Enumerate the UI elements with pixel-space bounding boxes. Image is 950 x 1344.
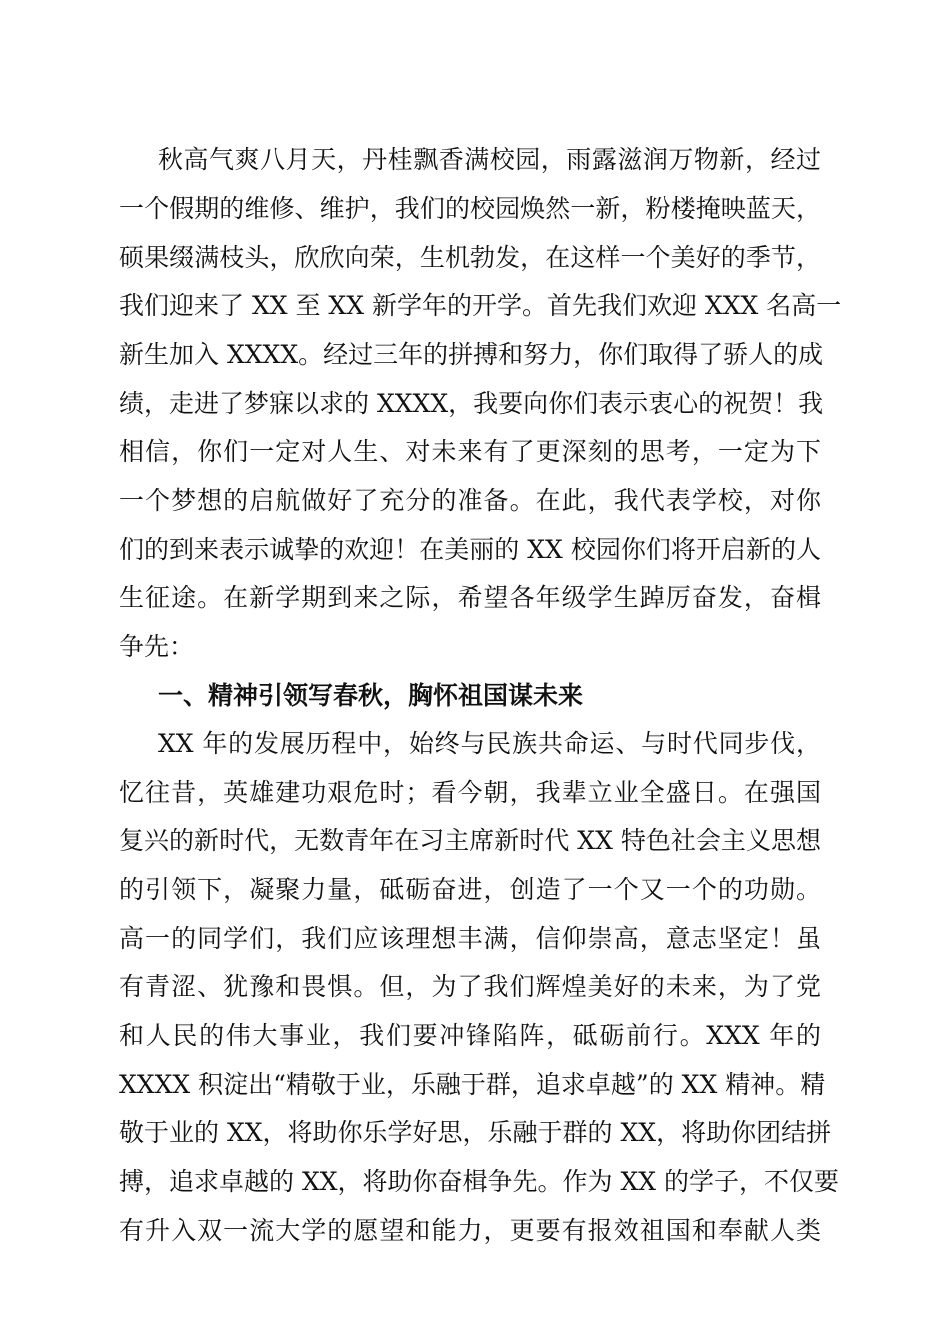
paragraph-1-line-10: 生征途。在新学期到来之际，希望各年级学生踔厉奋发，奋楫	[119, 583, 821, 612]
paragraph-1-line-4: 我们迎来了 XX 至 XX 新学年的开学。首先我们欢迎 XXX 名高一	[119, 291, 842, 320]
paragraph-2-line-7: 和人民的伟大事业，我们要冲锋陷阵，砥砺前行。XXX 年的	[119, 1021, 821, 1050]
paragraph-2-line-10: 搏，追求卓越的 XX，将助你奋楫争先。作为 XX 的学子，不仅要	[119, 1167, 840, 1196]
paragraph-2-line-5: 高一的同学们，我们应该理想丰满，信仰崇高，意志坚定！虽	[119, 924, 821, 953]
paragraph-1-line-5: 新生加入 XXXX。经过三年的拼搏和努力，你们取得了骄人的成	[119, 340, 824, 369]
paragraph-1-line-11: 争先：	[119, 632, 195, 661]
section-heading-1: 一、精神引领写春秋，胸怀祖国谋未来	[158, 681, 584, 710]
paragraph-2-line-11: 有升入双一流大学的愿望和能力，更要有报效祖国和奉献人类	[119, 1216, 821, 1245]
paragraph-2-line-2: 忆往昔，英雄建功艰危时；看今朝，我辈立业全盛日。在强国	[119, 778, 821, 807]
paragraph-2-line-3: 复兴的新时代，无数青年在习主席新时代 XX 特色社会主义思想	[119, 826, 821, 855]
paragraph-1-line-9: 们的到来表示诚挚的欢迎！在美丽的 XX 校园你们将开启新的人	[119, 535, 821, 564]
paragraph-1-line-6: 绩，走进了梦寐以求的 XXXX，我要向你们表示衷心的祝贺！我	[119, 389, 824, 418]
paragraph-1-line-3: 硕果缀满枝头，欣欣向荣，生机勃发，在这样一个美好的季节，	[119, 243, 821, 272]
paragraph-1-line-2: 一个假期的维修、维护，我们的校园焕然一新，粉楼掩映蓝天，	[119, 194, 821, 223]
paragraph-2-line-4: 的引领下，凝聚力量，砥砺奋进，创造了一个又一个的功勋。	[119, 875, 821, 904]
paragraph-1-line-1: 秋高气爽八月天，丹桂飘香满校园，雨露滋润万物新，经过	[158, 145, 821, 174]
paragraph-2-line-9: 敬于业的 XX，将助你乐学好思，乐融于群的 XX，将助你团结拼	[119, 1118, 832, 1147]
paragraph-1-line-7: 相信，你们一定对人生、对未来有了更深刻的思考，一定为下	[119, 437, 821, 466]
paragraph-2-line-6: 有青涩、犹豫和畏惧。但，为了我们辉煌美好的未来，为了党	[119, 972, 821, 1001]
paragraph-1-line-8: 一个梦想的启航做好了充分的准备。在此，我代表学校，对你	[119, 486, 821, 515]
paragraph-2-line-1: XX 年的发展历程中，始终与民族共命运、与时代同步伐，	[158, 729, 821, 758]
paragraph-2-line-8: XXXX 积淀出“精敬于业，乐融于群，追求卓越”的 XX 精神。精	[119, 1070, 826, 1099]
